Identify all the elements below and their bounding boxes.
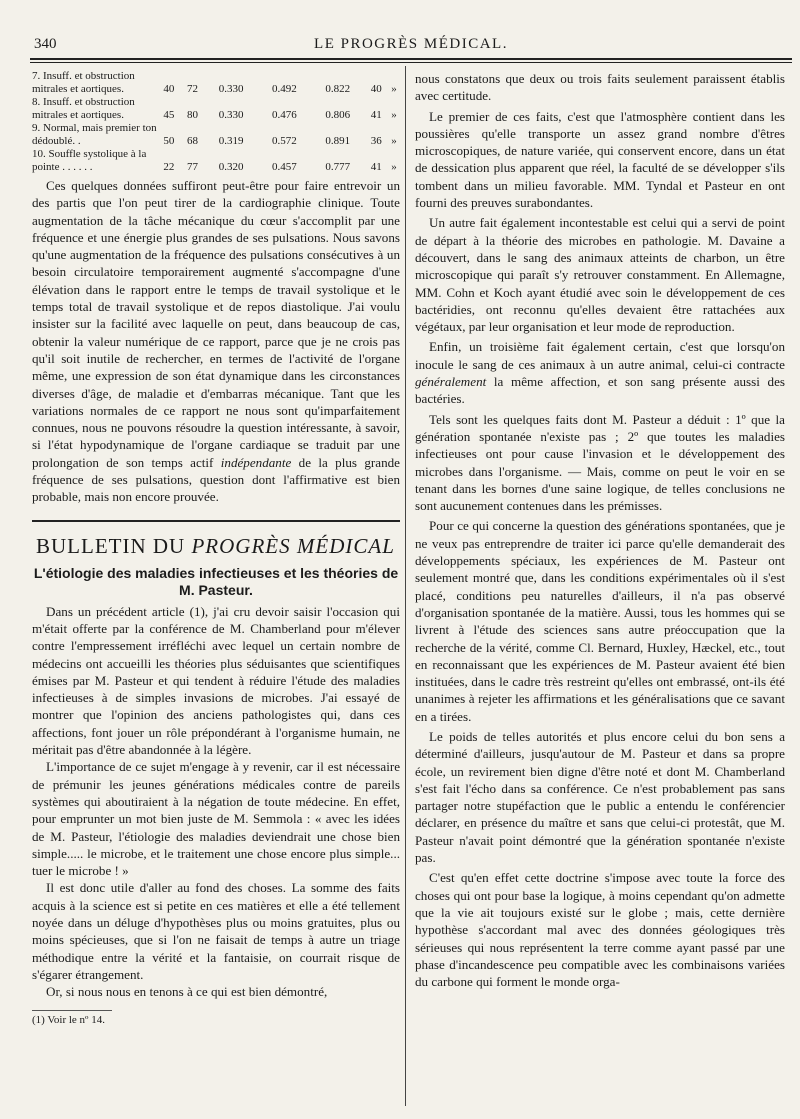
cell: 0.777	[325, 161, 351, 173]
cell: 0.572	[272, 135, 297, 147]
article-title: L'étiologie des maladies infectieuses et les théories de M. Pasteur.	[33, 564, 399, 598]
body-paragraph: nous constatons que deux ou trois faits seulement paraissent établis avec certitude.	[415, 71, 785, 104]
cell: 40	[370, 83, 382, 95]
cell: 0.822	[325, 83, 351, 95]
header-rule-thin	[30, 62, 792, 63]
cell: »	[391, 109, 397, 121]
cell: 22	[163, 161, 175, 173]
cell: 0.891	[325, 135, 351, 147]
bulletin-heading	[36, 534, 400, 559]
cell: 80	[187, 109, 199, 121]
paragraph-text: Ces quelques données suffiront peut-être pour faire entrevoir un des partis que l'on peut tirer de la cardiographie clinique. Toute augmentation de la tâche mécanique du cœur s'accomplit par une fréquence et une énergie plus grandes de ses pulsations. Nous savons qu'une augmentation de la fréquence des pulsations consécutives à un besoin circulatoire temporairement augmenté s'accompagne d'une élévation dans le rapport entre le temps de travail systolique et le temps total de travail systolique et de repos diastolique. J'ai voulu insister sur la facilité avec laquelle on peut, dans beaucoup de cas, obtenir la valeur numérique de ce rapport, parce que je ne crois pas qu'il soit inutile de rechercher, en termes de l'activité de l'organe même, une expression de son état dynamique dans les circonstances diverses d'âge, de maladie et d'embarras mécanique. Tant que les variations normales de ce rapport ne nous sont qu'imparfaitement connues, nous ne pouvons résoudre la question intéressante, à savoir, si l'état hypodynamique de l'organe cardiaque se traduit par une prolongation de son temps actif	[32, 178, 400, 470]
body-paragraph: Un autre fait également incontestable est celui qui a servi de point de départ à la théorie des microbes en pathologie. M. Davaine a découvert, dans le sang des animaux atteints de charbon, un être microscopique qui paraît s'y retrouver constamment. En Allemagne, MM. Cohn et Koch ayant étudié avec soin le développement de ces bactéridies, ont reconnu qu'elles devaient être rattachées aux végétaux, par leur organisation et leur mode de reproduction.	[415, 215, 785, 335]
cardiography-table	[32, 70, 400, 174]
cell: 41	[370, 161, 382, 173]
left-column	[32, 70, 400, 1026]
paragraph-text: Enfin, un troisième fait également certain, c'est que lorsqu'on inocule le sang de ces animaux à un autre animal, celui-ci contracte	[415, 339, 785, 372]
cell: 77	[187, 161, 199, 173]
header-rule	[30, 58, 792, 60]
body-paragraph: Le premier de ces faits, c'est que l'atmosphère contient dans les poussières qu'elle transporte un assez grand nombre d'êtres microscopiques, de nature variée, qui conservent encore, dans un état de dessication plus apparent que réel, la faculté de se développer s'ils tombent dans un milieu favorable. MM. Tyndal et Pasteur en ont fourni des preuves surabondantes.	[415, 108, 785, 211]
row-label: 7. Insuff. et obstruction mitrales et aortiques.	[32, 70, 135, 95]
body-paragraph: C'est qu'en effet cette doctrine s'impose avec toute la force des choses qui ont pour base la logique, à moins cependant qu'on admette que la vie ait toujours existé sur le globe ; mais, cette dernière hypothèse s'accordant mal avec des données géologiques très sérieuses qui nous représentent la terre comme ayant passé par une phase d'incandescence peu compatible avec les combinaisons variées du carbone qui forment le monde orga-	[415, 870, 785, 990]
running-header	[30, 33, 792, 55]
cell: 0.476	[272, 109, 297, 121]
row-label: 10. Souffle systolique à la pointe . . . . . .	[32, 148, 147, 173]
section-rule	[32, 520, 400, 522]
body-paragraph: Tels sont les quelques faits dont M. Pasteur a déduit : 1º que la génération spontanée n'existe pas ; 2º que toutes les maladies infectieuses ont pour cause l'invasion et le développement des microbes dans l'organisme. — Mais, comme on peut le voir en se tenant dans les bornes d'une saine logique, de telles conclusions ne sont aucunement contenues dans les prémisses.	[415, 411, 785, 514]
footnote: (1) Voir le nº 14.	[32, 1014, 105, 1027]
cell: 41	[370, 109, 382, 121]
body-paragraph: Pour ce qui concerne la question des générations spontanées, que je ne veux pas entreprendre de traiter ici parce qu'elle demanderait des développements spéciaux, les expériences de M. Pasteur ont seulement montré que, dans les conditions expérimentales où il s'est placé, conditions peu naturelles d'ailleurs, il n'a pas observé d'organisation spontanée de la matière. Aussi, tous les hommes qui se livrent à l'étude des sciences sans autre préoccupation que la recherche de la vérité, comme Cl. Bernard, Huxley, Hæckel, etc., tout en reconnaissant que les expériences de M. Pasteur avaient été bien instituées, dans le cadre très restreint qu'elles ont embrassé, ont-ils été unanimes à rejeter les affirmations et les généralisations que ce savant en a tirées.	[415, 518, 785, 724]
cell: 72	[187, 83, 199, 95]
cell: 0.319	[218, 135, 244, 147]
row-label: 9. Normal, mais premier ton dédoublé. .	[32, 122, 157, 147]
paragraph-text: de la plus grande fréquence de ses pulsations, question dont l'affirmative est bien probable, mais non encore prouvée.	[32, 454, 400, 505]
cell: 0.457	[272, 161, 297, 173]
table-row	[32, 70, 400, 96]
cell: 50	[163, 135, 175, 147]
emphasis-text: indépendante	[220, 454, 292, 470]
cell: »	[391, 83, 397, 95]
cell: 68	[187, 135, 199, 147]
cell: 40	[163, 83, 175, 95]
cell: 0.806	[325, 109, 351, 121]
table-row	[32, 122, 400, 148]
emphasis-text: généralement	[415, 374, 487, 390]
footnote-rule	[32, 1010, 112, 1011]
cell: 45	[163, 109, 175, 121]
cell: »	[391, 161, 397, 173]
table-row	[32, 96, 400, 122]
paragraph-text: la même affection, et son sang présente aussi des bactéries.	[415, 374, 785, 407]
cell: 0.330	[218, 109, 244, 121]
cell: 0.492	[272, 83, 297, 95]
body-paragraph: L'importance de ce sujet m'engage à y revenir, car il est nécessaire de prémunir les jeunes générations médicales contre de pareils systèmes qui aboutiraient à la négation de toute médecine. En effet, pour emprunter un mot bien juste de M. Semmola : « avec les idées de M. Pasteur, l'étiologie des maladies deviendrait une chose bien simple..... le microbe, et le traitement une chose encore plus simple... tuer le microbe ! »	[32, 759, 400, 879]
column-divider	[405, 66, 406, 1106]
journal-title: LE PROGRÈS MÉDICAL.	[314, 36, 508, 52]
bulletin-heading-italic: PROGRÈS MÉDICAL	[191, 533, 395, 558]
body-paragraph: Il est donc utile d'aller au fond des choses. La somme des faits acquis à la science est si petite en ces matières et elle a été tellement noyée dans un déluge d'hypothèses plus ou moins gratuites, plus ou moins spécieuses, que si l'on ne faisait de temps à autre un triage méthodique entre la vérité et la fantaisie, on courrait risque de s'égarer étrangement.	[32, 880, 400, 982]
body-paragraph	[415, 338, 785, 407]
body-paragraph: Or, si nous nous en tenons à ce qui est bien démontré,	[46, 984, 328, 1000]
right-column	[415, 70, 785, 990]
cell: 0.320	[218, 161, 244, 173]
body-paragraph: Dans un précédent article (1), j'ai cru devoir saisir l'occasion qui m'était offerte par la conférence de M. Chamberland pour m'élever contre l'empressement irréfléchi avec lequel un certain nombre de médecins ont accueilli les théories plus séduisantes que scientifiques émises par M. Pasteur et qui tendent à réduire l'étude des maladies infectieuses à de simples invasions de microbes. J'ai essayé de montrer que l'opinion des anciens pathologistes qui, dans ces affections, font jouer un rôle prépondérant à l'organisme humain, ne méritait pas d'être abandonnée à la légère.	[32, 603, 400, 758]
row-label: 8. Insuff. et obstruction mitrales et aortiques.	[32, 96, 135, 121]
page-number: 340	[34, 36, 57, 52]
cell: 36	[370, 135, 382, 147]
cell: »	[391, 135, 397, 147]
cell: 0.330	[218, 83, 244, 95]
body-paragraph	[32, 177, 400, 506]
table-row	[32, 148, 400, 174]
bulletin-heading-text: BULLETIN DU	[36, 533, 186, 558]
body-paragraph: Le poids de telles autorités et plus encore celui du bon sens a déterminé d'ailleurs, jusqu'autour de M. Pasteur et dans sa propre école, un revirement bien digne d'être noté et dont M. Chamberland s'est fait l'écho dans sa conférence. Ce n'est probablement pas sans partager notre stupéfaction que le public a entendu le conférencier déclarer, en présence du maître et sans que celui-ci protestât, que M. Pasteur n'avait point démontré que la génération spontanée n'existe pas.	[415, 728, 785, 866]
